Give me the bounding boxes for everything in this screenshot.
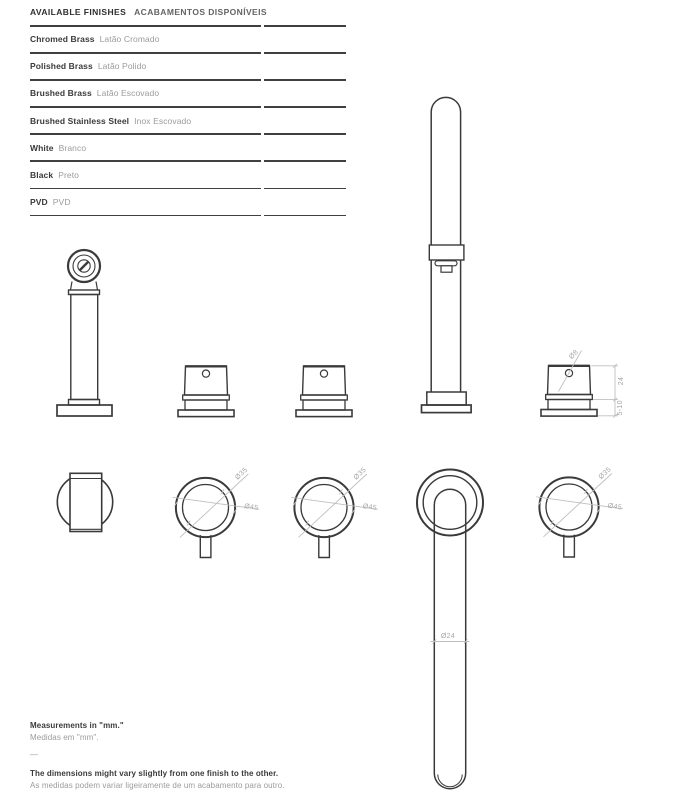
drawing-handle-top-right <box>539 477 598 557</box>
drawing-handle-top-left <box>176 478 235 558</box>
dim-label-spout-tube: Ø24 <box>440 633 456 640</box>
finish-name-pt: Latão Polido <box>97 61 147 72</box>
drawing-handle-top-middle <box>294 478 353 558</box>
finish-name-pt: Inox Escovado <box>134 115 192 126</box>
note-divider-dash: — <box>30 750 39 759</box>
finish-name-pt: Latão Escovado <box>96 88 160 99</box>
drawing-mixer-handle-column-side <box>57 250 112 416</box>
finish-name-pt: Preto <box>58 169 80 180</box>
variation-note-en: The dimensions might vary slightly from one finish to the other. <box>30 769 279 778</box>
dim-label-handle-outer: Ø45 <box>243 503 259 512</box>
finishes-title-en: AVAILABLE FINISHES <box>30 7 127 17</box>
finish-name-en: Black <box>30 169 54 180</box>
finish-name-en: PVD <box>30 196 48 207</box>
dim-label-base-height: 5-10 <box>617 400 625 416</box>
footer-notes <box>30 720 460 792</box>
drawing-mixer-handle-column-top <box>57 473 112 531</box>
finish-name-pt: PVD <box>52 196 71 207</box>
finish-name-pt: Latão Cromado <box>99 34 160 45</box>
drawing-spout-column-side <box>422 97 472 412</box>
dim-label-handle-outer: Ø45 <box>362 503 378 512</box>
dim-label-handle-outer: Ø45 <box>607 502 623 512</box>
dim-label-handle-inner: Ø35 <box>352 466 368 482</box>
drawing-handle-side-left <box>178 366 234 417</box>
finish-name-en: Chromed Brass <box>30 34 95 45</box>
finish-name-en: Brushed Brass <box>30 88 92 99</box>
finish-name-en: Brushed Stainless Steel <box>30 115 130 126</box>
finish-name-en: White <box>30 142 54 153</box>
dim-label-body-height: 24 <box>618 376 625 386</box>
measurements-note-en: Measurements in "mm." <box>30 721 124 730</box>
variation-note-pt: As medidas podem variar ligeiramente de um acabamento para outro. <box>30 781 285 790</box>
finishes-title-pt: ACABAMENTOS DISPONÍVEIS <box>134 7 267 17</box>
dim-label-screw-diameter: Ø8 <box>567 348 581 361</box>
finish-name-en: Polished Brass <box>30 61 93 72</box>
drawing-handle-side-middle <box>296 366 352 417</box>
finish-name-pt: Branco <box>58 142 87 153</box>
dim-label-handle-inner: Ø35 <box>234 466 250 482</box>
dim-label-handle-inner: Ø35 <box>597 466 613 481</box>
measurements-note-pt: Medidas em "mm". <box>30 733 99 742</box>
